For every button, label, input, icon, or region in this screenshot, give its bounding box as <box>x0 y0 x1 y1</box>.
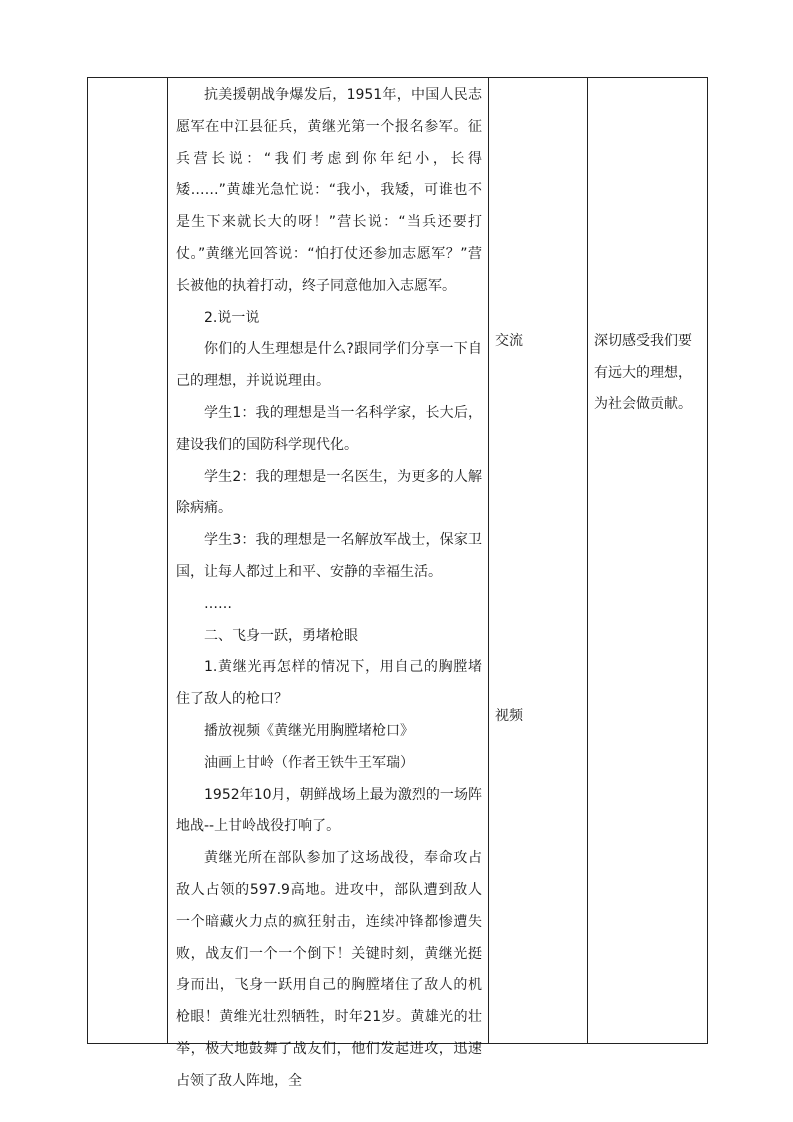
paragraph-ellipsis: …… <box>204 595 232 612</box>
paragraph-student-2: 学生2：我的理想是一名医生，为更多的人解除病痛。 <box>176 468 482 517</box>
paragraph-sacrifice: 黄继光所在部队参加了这场战役，奉命攻占敌人占领的597.9高地。进攻中，部队遭到敌人一个暗藏火力点的疯狂射击，连续冲锋都惨遭失败，战友们一个一个倒下！关键时刻，黄继光挺身而出，飞身一跃用自己的胸膛堵住了敌人的机枪眼！黄维光壮烈牺牲，时年21岁。黄雄光的壮举，极大地鼓舞了战友们，他们发起进攻，迅速占领了敌人阵地，全 <box>176 850 482 1089</box>
activity-video: 视频 <box>495 708 523 724</box>
paragraph-question: 你们的人生理想是什么?跟同学们分享一下自己的理想，并说说理由。 <box>176 341 482 390</box>
blank-column-cell <box>88 78 167 1043</box>
paragraph-battle: 1952年10月，朝鲜战场上最为激烈的一场阵地战--上甘岭战役打响了。 <box>176 786 482 835</box>
paragraph-story: 抗美援朝战争爆发后，1951年，中国人民志愿军在中江县征兵，黄继光第一个报名参军。征兵营长说：“我们考虑到你年纪小，长得矮……”黄雄光急忙说：“我小，我矮，可谁也不是生下来就长大的呀！”营长说：“当兵还要打仗。”黄继光回答说：“怕打仗还参加志愿军？”营长被他的执着打动，终子同意他加入志愿军。 <box>176 87 482 294</box>
section-heading: 二、飞身一跃，勇堵枪眼 <box>204 627 358 644</box>
design-intent: 深切感受我们要有远大的理想，为社会做贡献。 <box>594 333 692 412</box>
lesson-plan-table <box>87 77 708 1089</box>
paragraph-student-1: 学生1：我的理想是当一名科学家，长大后，建设我们的国防科学现代化。 <box>176 404 482 453</box>
paragraph-question-2: 1.黄继光再怎样的情况下，用自己的胸膛堵住了敌人的枪口？ <box>176 659 482 708</box>
activity-exchange: 交流 <box>495 333 523 349</box>
design-intent-cell <box>588 78 708 1043</box>
paragraph-student-3: 学生3：我的理想是一名解放军战士，保家卫国，让每人都过上和平、安静的幸福生活。 <box>176 532 482 580</box>
paragraph-painting: 油画上甘岭（作者王铁牛王军瑞） <box>204 754 414 771</box>
paragraph-video: 播放视频《黄继光用胸膛堵枪口》 <box>204 722 414 739</box>
paragraph-heading-talk: 2.说一说 <box>204 309 260 326</box>
student-activity-cell <box>489 78 587 1043</box>
teaching-process-cell <box>168 78 488 1089</box>
